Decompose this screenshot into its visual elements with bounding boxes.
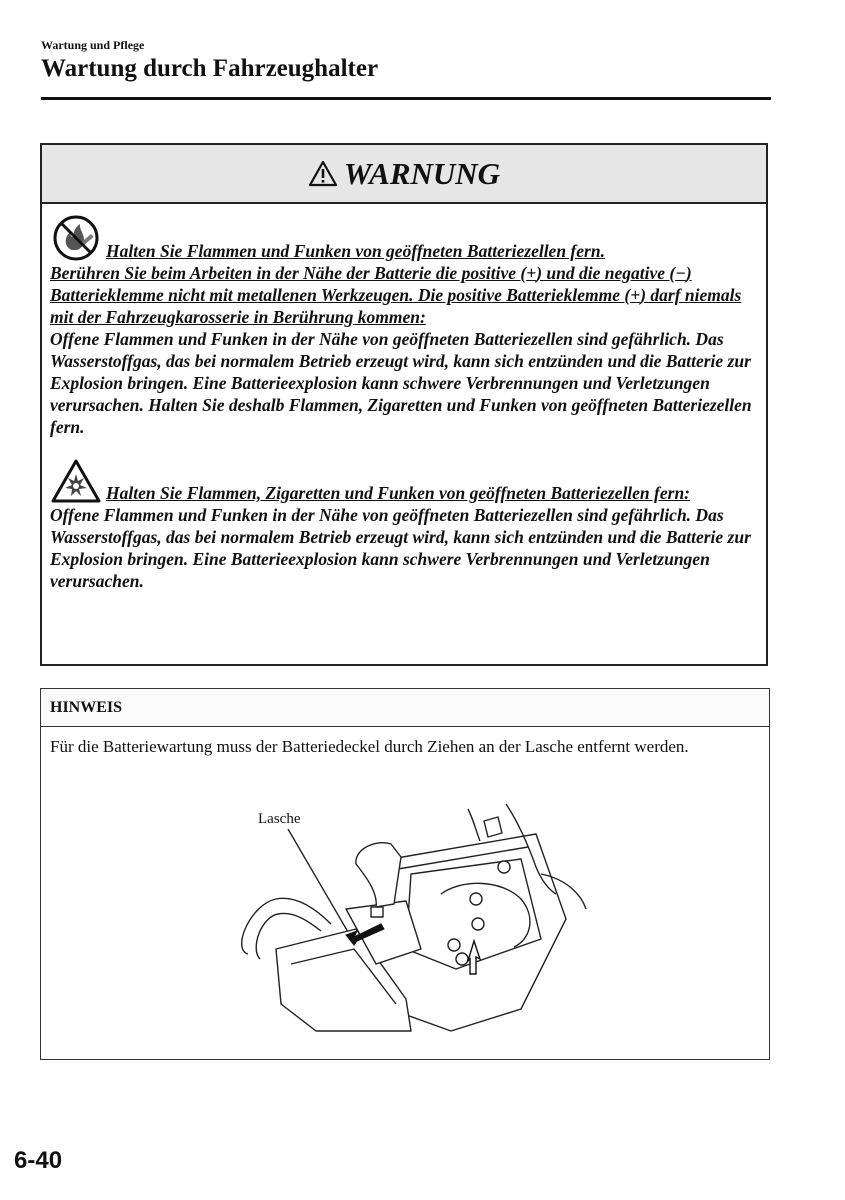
warning-block-heading	[50, 458, 758, 504]
battery-cover-illustration	[236, 799, 596, 1034]
minus-symbol: −	[675, 263, 686, 283]
heading-part-b: ) und die negative (	[536, 263, 676, 283]
block2-heading: Halten Sie Flammen, Zigaretten und Funken von geöffneten Batteriezellen fern:	[106, 483, 691, 503]
note-title: HINWEIS	[41, 689, 769, 727]
note-box	[40, 688, 770, 1060]
warning-title: WARNUNG	[343, 155, 501, 191]
warning-block-text: Offene Flammen und Funken in der Nähe von geöffneten Batteriezellen sind gefährlich. Das Wasserstoffgas, das bei normalem Betrieb erzeugt wird, kann sich entzünden und die Batterie zur Explosion bringen. Eine Batterieexplosion kann schwere Verbrennungen und Verletzungen verursachen. Halten Sie deshalb Flammen, Zigaretten und Funken von geöffneten Batteriezellen fern.	[50, 329, 752, 437]
note-text: Für die Batteriewartung muss der Batteriedeckel durch Ziehen an der Lasche entfernt werden.	[50, 737, 689, 756]
explosion-hazard-icon	[50, 458, 102, 504]
section-label: Wartung und Pflege	[41, 38, 145, 52]
warning-block-explosion	[50, 458, 758, 592]
heading-part-c: ) Batterieklemme nicht mit metallenen Werkzeugen. Die positive Batterieklemme (	[50, 263, 692, 305]
plus-symbol: +	[526, 263, 537, 283]
page-title: Wartung durch Fahrzeughalter	[41, 55, 379, 82]
page-number: 6-40	[14, 1147, 63, 1174]
heading-part-a: Berühren Sie beim Arbeiten in der Nähe der Batterie die positive (	[50, 263, 527, 283]
warning-header	[42, 145, 766, 204]
heading-first-line: Halten Sie Flammen und Funken von geöffneten Batteriezellen fern.	[106, 241, 605, 261]
warning-box	[40, 143, 768, 666]
warning-block-heading	[50, 214, 758, 328]
heading-part-d: ) darf niemals mit der Fahrzeugkarosserie in Berührung kommen:	[50, 285, 742, 327]
no-fire-icon	[50, 214, 102, 262]
warning-block-no-fire	[50, 214, 758, 438]
title-rule	[41, 97, 771, 100]
plus-symbol: +	[630, 285, 641, 305]
figure-label-lasche: Lasche	[258, 811, 301, 827]
warning-block-text: Offene Flammen und Funken in der Nähe von geöffneten Batteriezellen sind gefährlich. Das Wasserstoffgas, das bei normalem Betrieb erzeugt wird, kann sich entzünden und die Batterie zur Explosion bringen. Eine Batterieexplosion kann schwere Verbrennungen und Verletzungen verursachen.	[50, 505, 751, 591]
warning-body	[42, 204, 766, 592]
warning-triangle-icon	[308, 160, 338, 187]
